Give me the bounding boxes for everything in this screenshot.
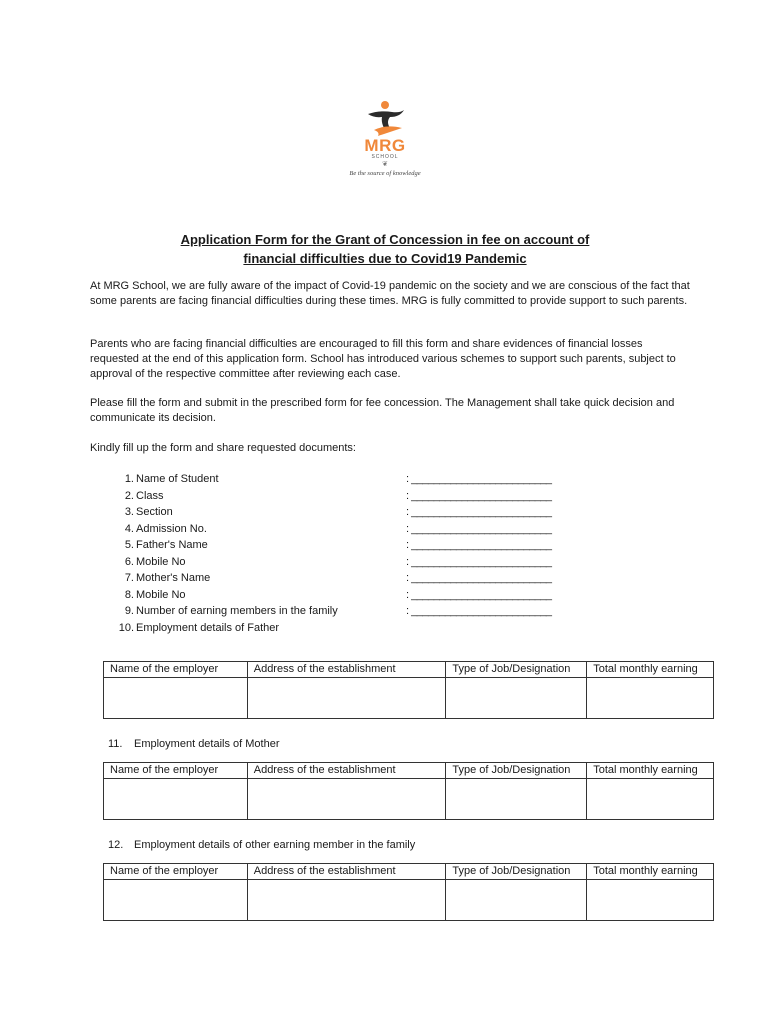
field-blank[interactable]: : _________________________ xyxy=(406,555,552,568)
field-label: Mobile No xyxy=(136,588,186,601)
field-number: 10. xyxy=(118,621,134,634)
section-label: Employment details of Mother xyxy=(134,738,280,750)
field-blank[interactable]: : _________________________ xyxy=(406,605,552,617)
section-number: 12. xyxy=(108,839,124,851)
laurel-icon: ❦ xyxy=(382,161,388,168)
field-label: Section xyxy=(136,506,173,518)
header-employer: Name of the employer xyxy=(104,864,248,880)
other-member-employment-heading xyxy=(108,838,415,853)
field-label: Admission No. xyxy=(136,522,207,535)
instruction-paragraph: Kindly fill up the form and share requested documents: xyxy=(90,442,356,454)
field-class[interactable] xyxy=(90,488,690,505)
mother-employment-heading xyxy=(108,737,280,752)
mother-employment-table xyxy=(103,762,714,820)
field-number: 2. xyxy=(124,489,134,502)
field-blank[interactable]: : _________________________ xyxy=(406,572,552,584)
form-title xyxy=(90,230,680,268)
table-row xyxy=(104,678,714,719)
cell-employer[interactable] xyxy=(104,779,248,820)
other-member-employment-table xyxy=(103,863,714,921)
field-number: 3. xyxy=(124,506,134,518)
header-job: Type of Job/Designation xyxy=(446,864,587,880)
field-label: Father's Name xyxy=(136,539,208,551)
field-label: Name of Student xyxy=(136,473,219,485)
field-number: 6. xyxy=(124,555,134,568)
father-employment-table xyxy=(103,661,714,719)
header-employer: Name of the employer xyxy=(104,763,248,779)
field-father-name[interactable] xyxy=(90,537,690,554)
field-label: Mother's Name xyxy=(136,572,211,584)
table-row xyxy=(104,779,714,820)
cell-address[interactable] xyxy=(247,678,446,719)
field-admission-no[interactable] xyxy=(90,521,690,538)
field-label: Number of earning members in the family xyxy=(136,605,338,617)
cell-job[interactable] xyxy=(446,880,587,921)
field-number: 4. xyxy=(124,522,134,535)
field-earning-members[interactable] xyxy=(90,603,690,620)
form-fields-list xyxy=(90,471,690,636)
field-blank[interactable]: : _________________________ xyxy=(406,522,552,535)
section-number: 11. xyxy=(108,738,123,750)
cell-employer[interactable] xyxy=(104,880,248,921)
runner-figure-icon xyxy=(360,100,410,138)
submission-paragraph: Please fill the form and submit in the prescribed form for fee concession. The Management shall take quick decision and communicate its decision. xyxy=(90,397,675,424)
cell-address[interactable] xyxy=(247,779,446,820)
cell-employer[interactable] xyxy=(104,678,248,719)
cell-job[interactable] xyxy=(446,678,587,719)
field-number: 1. xyxy=(124,473,134,485)
title-line-1: Application Form for the Grant of Concession in fee on account of xyxy=(180,232,590,247)
field-number: 7. xyxy=(124,572,134,584)
cell-earning[interactable] xyxy=(587,880,714,921)
header-earning: Total monthly earning xyxy=(587,864,714,880)
header-employer: Name of the employer xyxy=(104,662,248,678)
field-label: Mobile No xyxy=(136,555,186,568)
field-mother-name[interactable] xyxy=(90,570,690,587)
field-blank[interactable]: : _________________________ xyxy=(406,539,552,551)
field-father-mobile[interactable] xyxy=(90,554,690,571)
header-earning: Total monthly earning xyxy=(587,763,714,779)
field-student-name[interactable] xyxy=(90,471,690,488)
field-father-employment xyxy=(90,620,690,637)
section-label: Employment details of other earning member in the family xyxy=(134,839,416,851)
field-blank[interactable]: : _________________________ xyxy=(406,588,552,601)
field-number: 8. xyxy=(124,588,134,601)
cell-address[interactable] xyxy=(247,880,446,921)
cell-earning[interactable] xyxy=(587,779,714,820)
cell-job[interactable] xyxy=(446,779,587,820)
cell-earning[interactable] xyxy=(587,678,714,719)
header-earning: Total monthly earning xyxy=(587,662,714,678)
intro-paragraph: At MRG School, we are fully aware of the impact of Covid-19 pandemic on the society and we are conscious of the fact that some parents are facing financial difficulties during these times. MRG is fully committed to provide support to such parents. xyxy=(90,280,690,307)
header-address: Address of the establishment xyxy=(247,864,446,880)
logo-wordmark: MRG xyxy=(364,136,406,155)
header-address: Address of the establishment xyxy=(247,662,446,678)
field-blank[interactable]: : _________________________ xyxy=(406,473,552,485)
header-address: Address of the establishment xyxy=(247,763,446,779)
table-row xyxy=(104,880,714,921)
encouragement-paragraph: Parents who are facing financial difficulties are encouraged to fill this form and share evidences of financial losses requested at the end of this application form. School has introduced various schemes to support such parents, subject to approval of the respective committee after reviewing each case. xyxy=(90,338,676,380)
title-line-2: financial difficulties due to Covid19 Pandemic xyxy=(243,251,527,266)
logo-subname: SCHOOL xyxy=(371,154,399,160)
school-logo xyxy=(330,100,440,195)
header-job: Type of Job/Designation xyxy=(446,662,587,678)
header-job: Type of Job/Designation xyxy=(446,763,587,779)
field-label: Class xyxy=(136,489,164,502)
field-number: 9. xyxy=(124,605,134,617)
field-number: 5. xyxy=(124,539,134,551)
field-blank[interactable]: : _________________________ xyxy=(406,489,552,502)
field-section[interactable] xyxy=(90,504,690,521)
field-label: Employment details of Father xyxy=(136,621,280,634)
field-blank[interactable]: : _________________________ xyxy=(406,506,552,518)
logo-tagline: Be the source of knowledge xyxy=(349,170,421,177)
field-mother-mobile[interactable] xyxy=(90,587,690,604)
